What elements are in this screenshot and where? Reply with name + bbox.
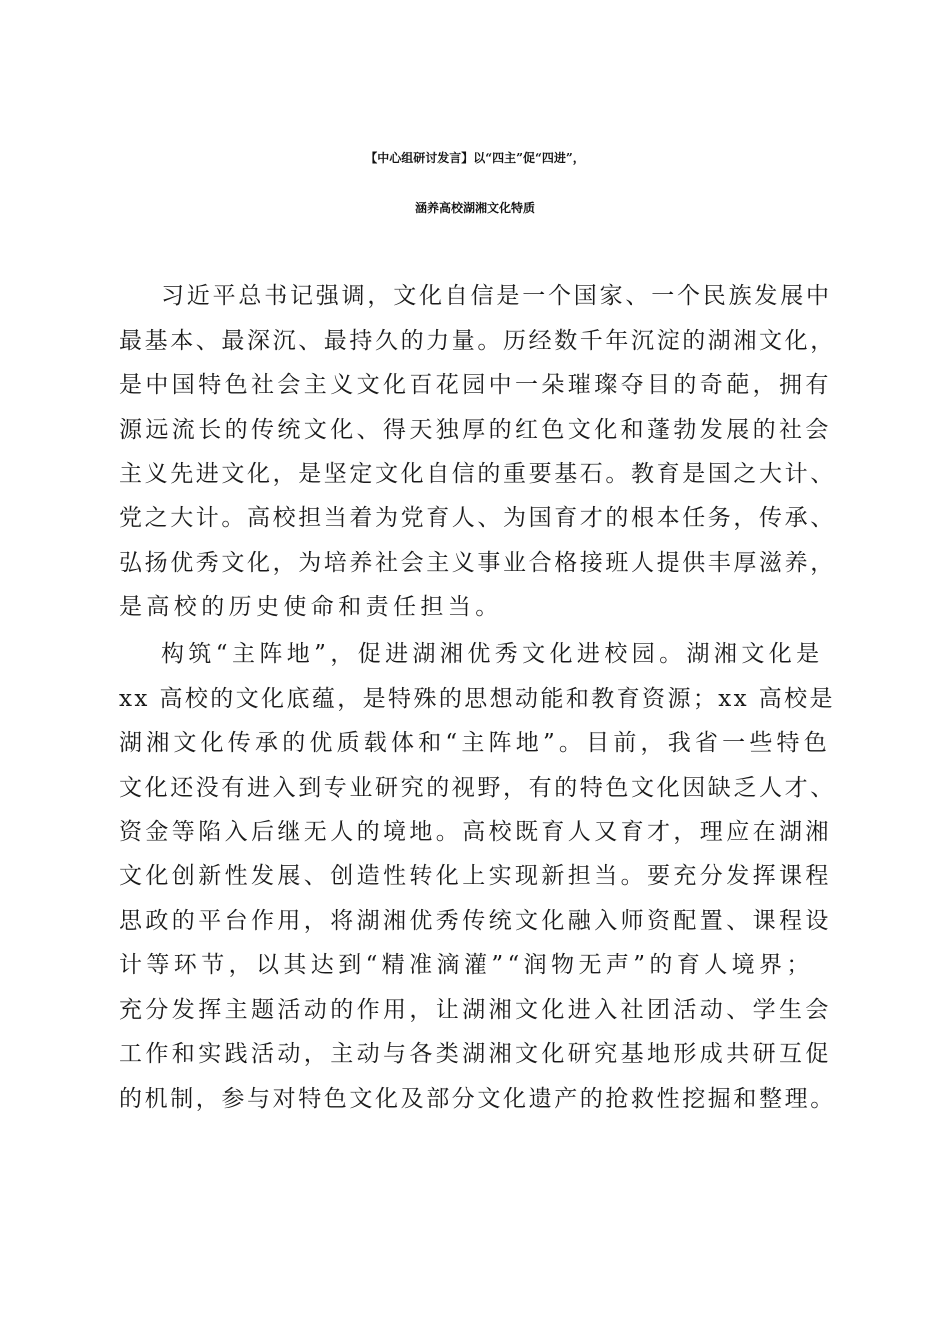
paragraph-line: 文化还没有进入到专业研究的视野，有的特色文化因缺乏人才、 bbox=[119, 775, 836, 801]
paragraph-line: 文化创新性发展、创造性转化上实现新担当。要充分发挥课程 bbox=[119, 863, 832, 889]
paragraph-line: 计等环节，以其达到“精准滴灌”“润物无声”的育人境界； bbox=[119, 952, 814, 978]
paragraph-line: 的机制，参与对特色文化及部分文化遗产的抢救性挖掘和整理。 bbox=[119, 1086, 836, 1112]
paragraph-line: 是高校的历史使命和责任担当。 bbox=[119, 594, 503, 620]
paragraph-line: 是中国特色社会主义文化百花园中一朵璀璨夺目的奇葩，拥有 bbox=[119, 372, 832, 398]
paragraph-line: 充分发挥主题活动的作用，让湖湘文化进入社团活动、学生会 bbox=[119, 997, 832, 1023]
paragraph-line: 资金等陷入后继无人的境地。高校既育人又育才，理应在湖湘 bbox=[119, 819, 832, 845]
paragraph-line: 思政的平台作用，将湖湘优秀传统文化融入师资配置、课程设 bbox=[119, 908, 832, 934]
document-title-line-1: 【中心组研讨发言】以“四主”促“四进”， bbox=[365, 151, 585, 165]
paragraph-line: 源远流长的传统文化、得天独厚的红色文化和蓬勃发展的社会 bbox=[119, 417, 832, 443]
paragraph-line: 主义先进文化，是坚定文化自信的重要基石。教育是国之大计、 bbox=[119, 461, 836, 487]
document-title-line-2: 涵养高校湖湘文化特质 bbox=[414, 201, 535, 215]
paragraph-line: 最基本、最深沉、最持久的力量。历经数千年沉淀的湖湘文化， bbox=[119, 328, 836, 354]
paragraph-line: 工作和实践活动，主动与各类湖湘文化研究基地形成共研互促 bbox=[119, 1041, 832, 1067]
paragraph-line: 弘扬优秀文化，为培养社会主义事业合格接班人提供丰厚滋养， bbox=[119, 550, 836, 576]
paragraph-line: 习近平总书记强调，文化自信是一个国家、一个民族发展中 bbox=[161, 283, 832, 309]
paragraph-line: 湖湘文化传承的优质载体和“主阵地”。目前，我省一些特色 bbox=[119, 730, 831, 756]
paragraph-line: xx 高校的文化底蕴，是特殊的思想动能和教育资源；xx 高校是 bbox=[119, 686, 835, 712]
paragraph-line: 构筑“主阵地”，促进湖湘优秀文化进校园。湖湘文化是 bbox=[161, 641, 824, 667]
paragraph-line: 党之大计。高校担当着为党育人、为国育才的根本任务，传承、 bbox=[119, 505, 836, 531]
